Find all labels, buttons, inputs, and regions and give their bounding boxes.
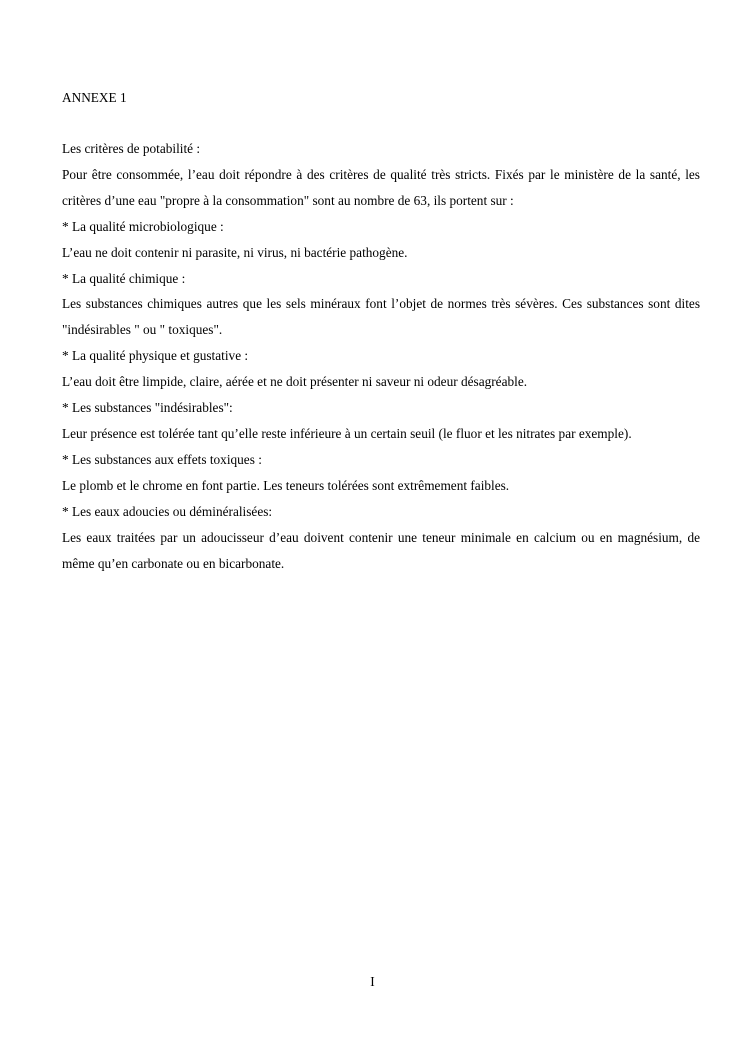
criterion-text-toxic: Le plomb et le chrome en font partie. Les teneurs tolérées sont extrêmement faibles. (62, 477, 510, 493)
section-title: Les critères de potabilité : (62, 141, 201, 156)
document-body (62, 136, 700, 576)
intro-paragraph: Pour être consommée, l’eau doit répondre à des critères de qualité très stricts. Fixés par le ministère de la santé, les critères d’une eau "propre à la consommation" sont au nombre de 63, ils portent sur : (62, 166, 700, 208)
annex-title: ANNEXE 1 (62, 90, 127, 105)
criterion-heading-chemical: * La qualité chimique : (62, 270, 186, 286)
criterion-heading-undesirable: * Les substances "indésirables": (62, 400, 233, 416)
criterion-heading-microbiological: * La qualité microbiologique : (62, 218, 224, 234)
criterion-text-softened: Les eaux traitées par un adoucisseur d’eau doivent contenir une teneur minimale en calcium ou en magnésium, de même qu’en carbonate ou en bicarbonate. (62, 529, 700, 571)
criterion-heading-softened: * Les eaux adoucies ou déminéralisées: (62, 503, 273, 519)
criterion-heading-toxic: * Les substances aux effets toxiques : (62, 451, 262, 467)
criterion-text-chemical: Les substances chimiques autres que les sels minéraux font l’objet de normes très sévères. Ces substances sont dites "indésirables " ou " toxiques". (62, 296, 700, 338)
criterion-text-microbiological: L’eau ne doit contenir ni parasite, ni virus, ni bactérie pathogène. (62, 244, 408, 260)
criterion-text-physical: L’eau doit être limpide, claire, aérée et ne doit présenter ni saveur ni odeur désagréable. (62, 374, 528, 390)
page-number: I (370, 974, 375, 989)
criterion-text-undesirable: Leur présence est tolérée tant qu’elle reste inférieure à un certain seuil (le fluor et les nitrates par exemple). (62, 425, 632, 441)
criterion-heading-physical: * La qualité physique et gustative : (62, 348, 249, 364)
